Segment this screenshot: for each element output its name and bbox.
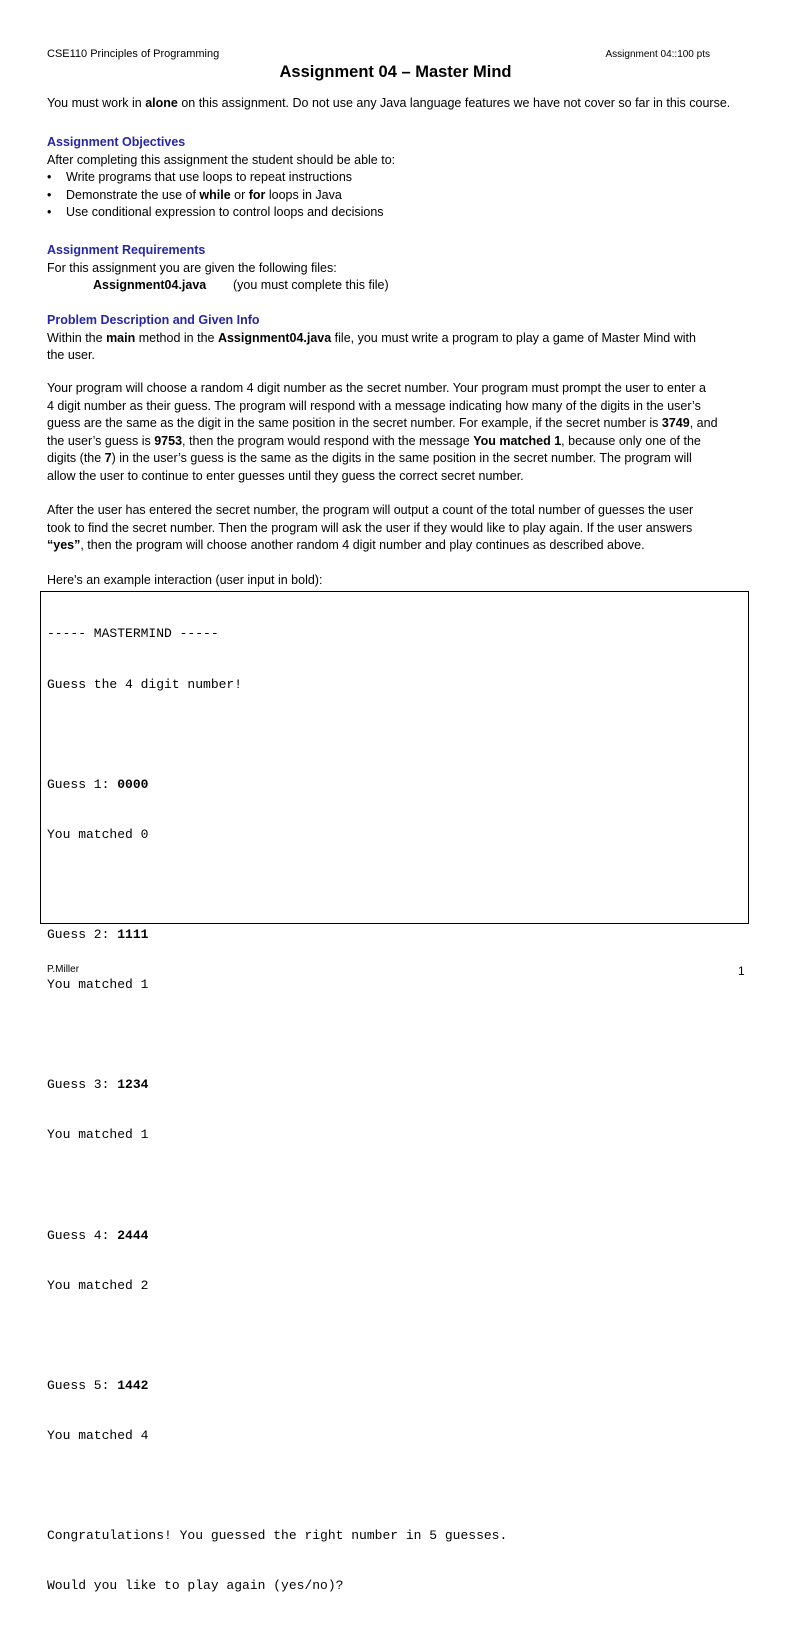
terminal-play-again: Would you like to play again (yes/no)? — [47, 1578, 344, 1594]
terminal-guess: Guess 1: 0000 — [47, 776, 149, 792]
terminal-guess: Guess 2: 1111 — [47, 926, 149, 942]
example-lead: Here's an example interaction (user input in bold): — [47, 573, 323, 587]
requirements-heading: Assignment Requirements — [47, 243, 206, 257]
assignment-points: Assignment 04::100 pts — [605, 49, 710, 60]
terminal-banner: ----- MASTERMIND ----- — [47, 626, 219, 642]
objectives-lead: After completing this assignment the student should be able to: — [47, 152, 396, 167]
footer-author: P.Miller — [47, 964, 80, 975]
objectives-heading: Assignment Objectives — [47, 135, 186, 149]
given-file — [47, 277, 747, 295]
terminal-guess: Guess 4: 2444 — [47, 1227, 149, 1243]
objectives-list — [47, 169, 747, 222]
problem-heading: Problem Description and Given Info — [47, 313, 260, 327]
course-name: CSE110 Principles of Programming — [47, 48, 220, 60]
file-note: (you must complete this file) — [233, 278, 389, 292]
terminal-result: You matched 4 — [47, 1427, 149, 1443]
intro-paragraph: You must work in alone on this assignment. Do not use any Java language features we have not cover so far in this course. — [47, 96, 731, 110]
list-item: • Demonstrate the use of while or for loops in Java — [47, 187, 747, 205]
requirements-section — [47, 242, 747, 295]
terminal-result: You matched 1 — [47, 977, 149, 993]
terminal-result: You matched 2 — [47, 1277, 149, 1293]
list-item: • Use conditional expression to control loops and decisions — [47, 204, 747, 222]
problem-section — [47, 312, 747, 365]
objectives-section — [47, 134, 747, 222]
terminal-result: You matched 1 — [47, 1127, 149, 1143]
terminal-result: You matched 0 — [47, 826, 149, 842]
requirements-lead: For this assignment you are given the following files: — [47, 260, 337, 275]
terminal-prompt: Guess the 4 digit number! — [47, 676, 243, 692]
terminal-guess: Guess 3: 1234 — [47, 1077, 149, 1093]
problem-p2: Your program will choose a random 4 digit number as the secret number. Your program must prompt the user to enter a 4 digit number as their guess. The program will respond with a message indicating how many of the digits in the user’s guess are the same as the digit in the same position in the secret number. For example, if the secret number is 3749, and the user’s guess is 9753, then the program would respond with the message You matched 1, because only one of the digits (the 7) in the user’s guess is the same as the digits in the same position in the secret number. The program will allow the user to continue to enter guesses until they guess the correct secret number. — [47, 381, 718, 483]
page-title: Assignment 04 – Master Mind — [279, 63, 512, 81]
problem-p1: Within the main method in the Assignment04.java file, you must write a program to play a game of Master Mind with the user. — [47, 330, 696, 362]
terminal-congrats: Congratulations! You guessed the right number in 5 guesses. — [47, 1528, 508, 1544]
problem-p3: After the user has entered the secret number, the program will output a count of the total number of guesses the user took to find the secret number. Then the program will ask the user if they would like to play again. If the user answers “yes”, then the program will choose another random 4 digit number and play continues as described above. — [47, 503, 694, 552]
file-name: Assignment04.java — [93, 278, 207, 292]
list-item: • Write programs that use loops to repeat instructions — [47, 169, 747, 187]
page-number: 1 — [738, 964, 745, 978]
terminal-guess: Guess 5: 1442 — [47, 1377, 149, 1393]
